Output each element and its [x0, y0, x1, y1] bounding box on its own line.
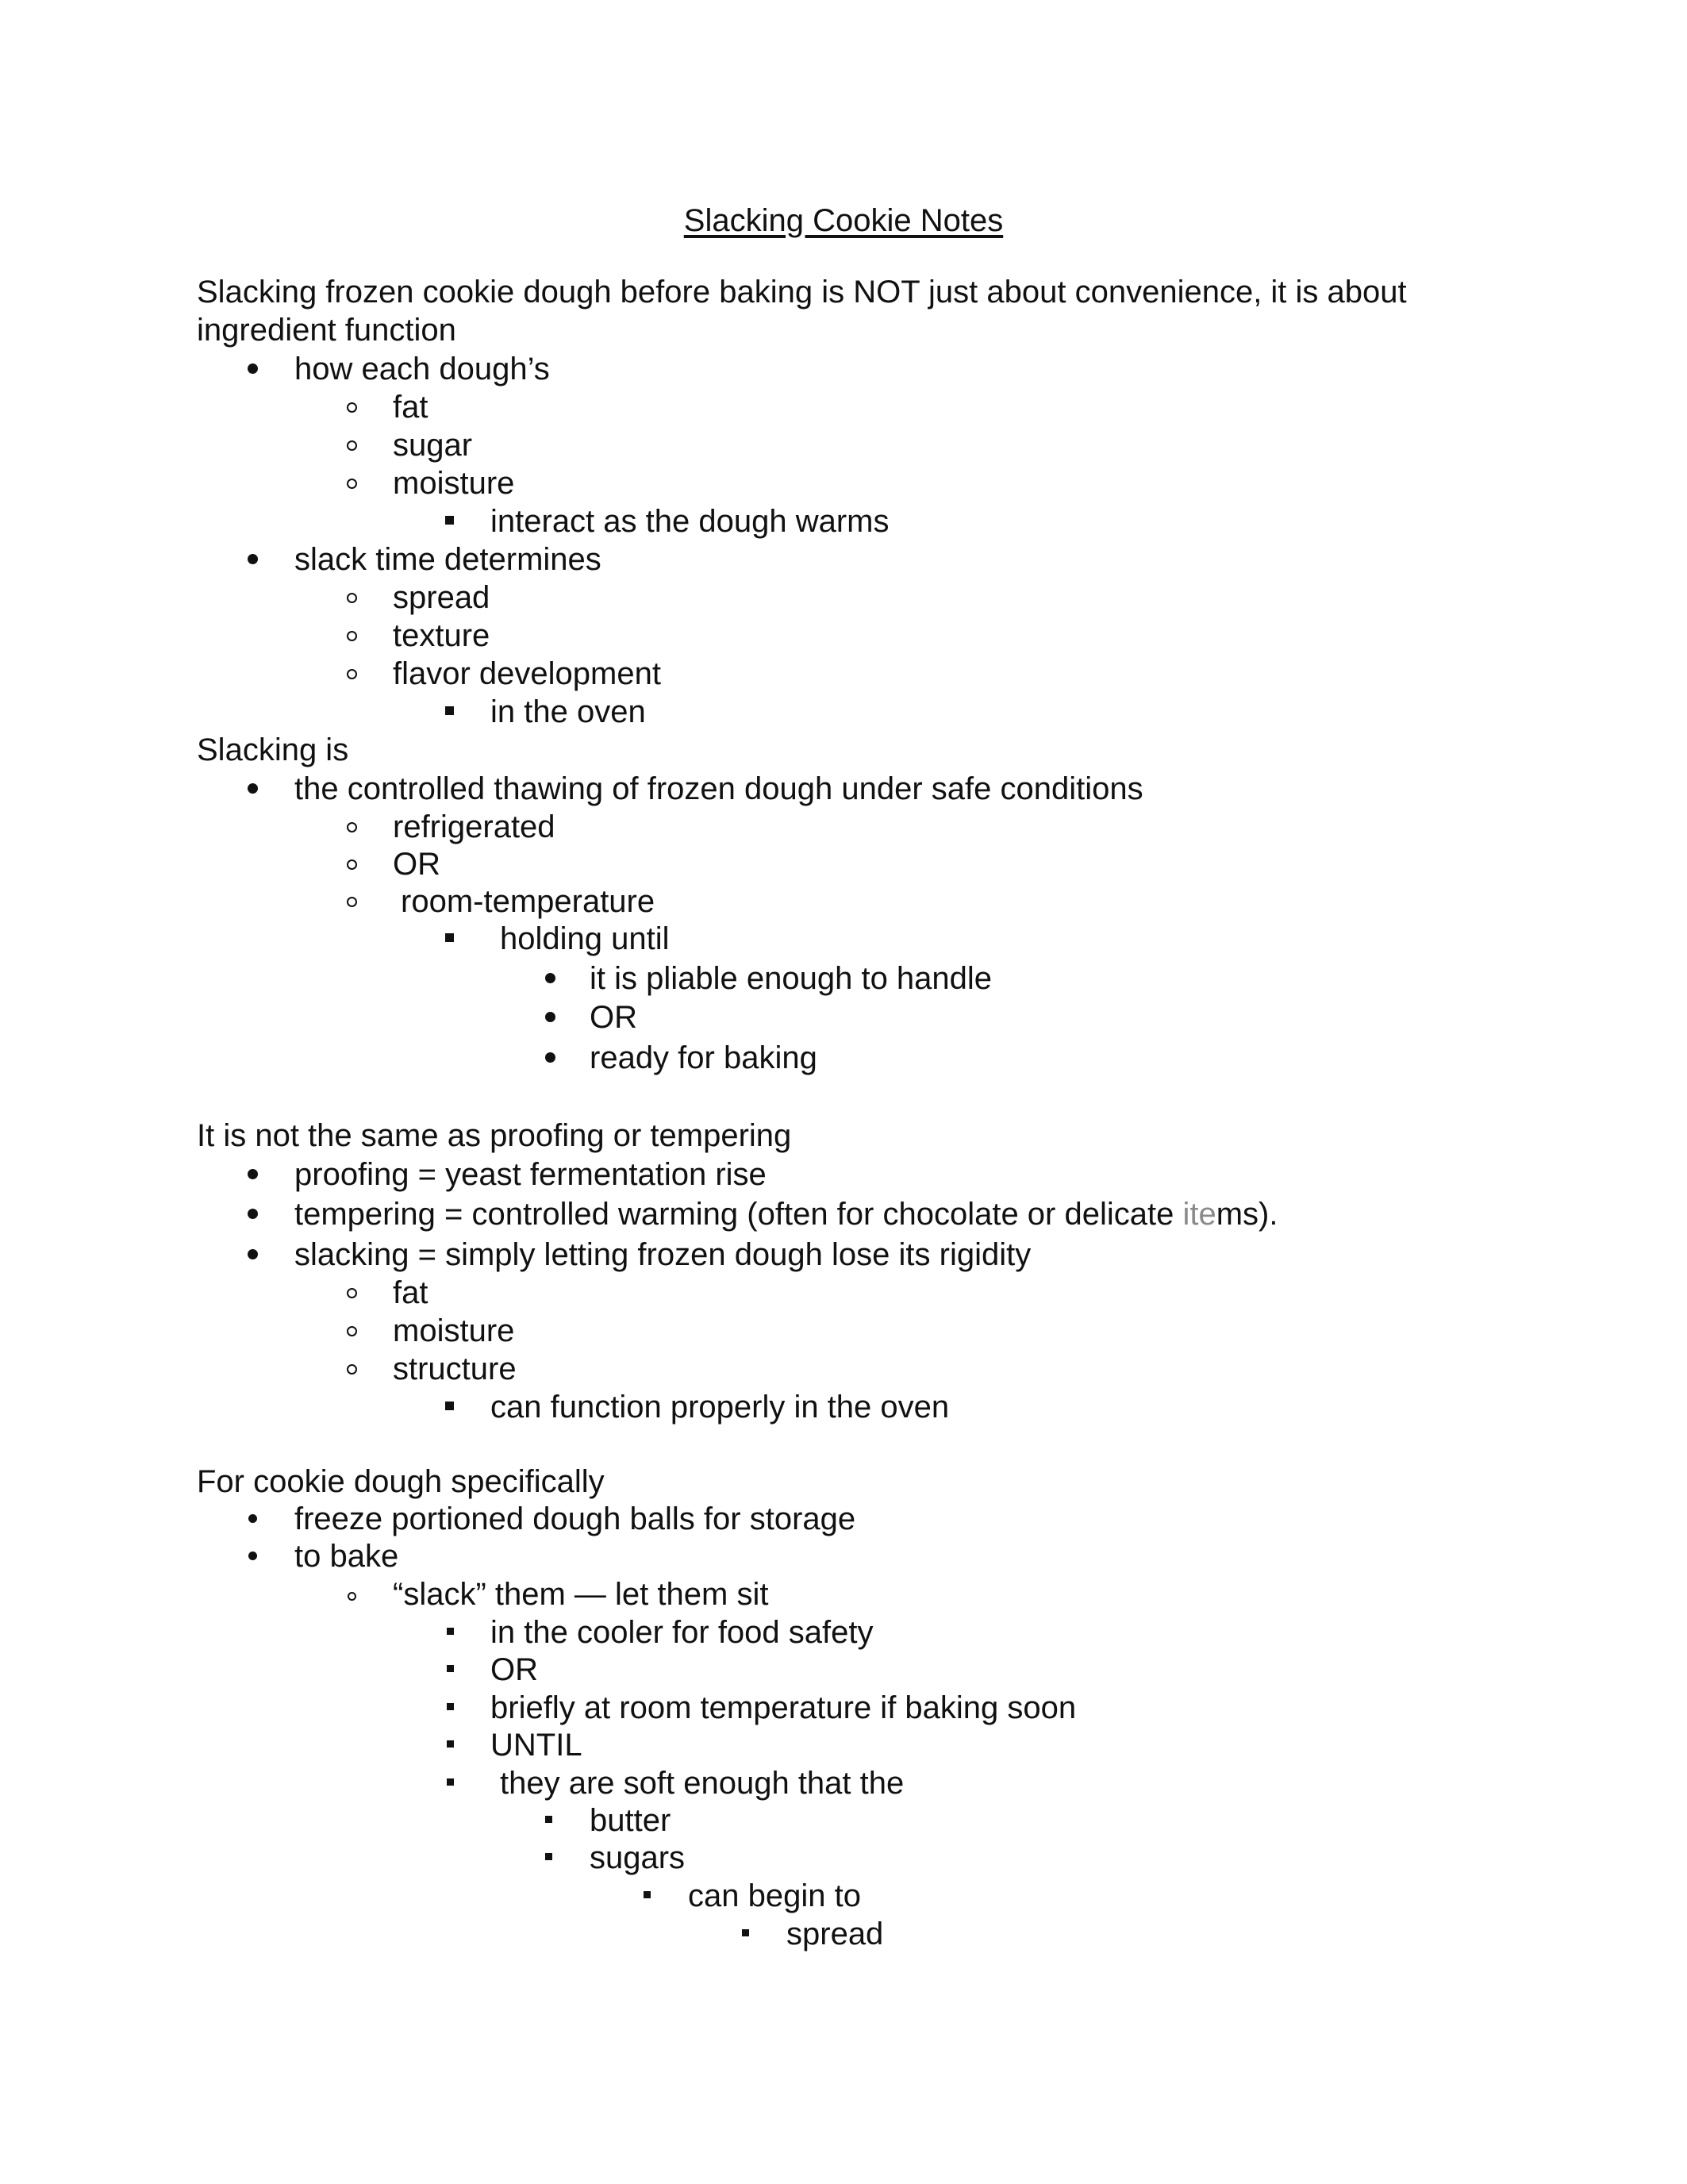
bullet-circle-icon — [347, 1326, 357, 1336]
intro-line: ingredient function — [197, 313, 456, 348]
list-item: to bake — [294, 1539, 399, 1574]
list-item: OR — [590, 1000, 637, 1035]
list-item: interact as the dough warms — [490, 504, 890, 539]
bullet-square-icon — [447, 1628, 454, 1635]
list-item: OR — [490, 1652, 538, 1687]
list-item: UNTIL — [490, 1728, 582, 1763]
list-item: “slack” them — let them sit — [393, 1577, 769, 1612]
bullet-square-icon — [445, 706, 454, 715]
list-item: OR — [393, 847, 440, 882]
list-item: spread — [393, 580, 490, 615]
faded-text-run: ite — [1182, 1197, 1216, 1232]
list-item: briefly at room temperature if baking soon — [490, 1690, 1077, 1725]
bullet-square-icon — [447, 1703, 454, 1710]
list-item: spread — [786, 1917, 884, 1951]
list-item: slack time determines — [294, 542, 601, 577]
list-item: fat — [393, 390, 428, 425]
list-item: in the cooler for food safety — [490, 1615, 874, 1650]
section-heading: It is not the same as proofing or tempering — [197, 1118, 792, 1153]
bullet-square-icon — [545, 1853, 552, 1860]
bullet-square-icon — [545, 1816, 552, 1823]
bullet-disc-icon — [545, 1012, 555, 1022]
list-item — [294, 1195, 1278, 1233]
bullet-square-icon — [447, 1665, 454, 1672]
section-heading: Slacking is — [197, 732, 349, 767]
text-run: tempering = controlled warming (often for chocolate or delicate — [294, 1197, 1183, 1232]
bullet-disc-icon — [545, 1052, 555, 1063]
list-item: fat — [393, 1275, 428, 1310]
bullet-circle-icon — [347, 440, 357, 451]
list-item: butter — [590, 1803, 671, 1838]
bullet-circle-icon — [347, 402, 357, 413]
bullet-disc-icon — [248, 1169, 258, 1179]
list-item: sugars — [590, 1840, 686, 1875]
bullet-square-icon — [445, 516, 454, 525]
bullet-square-icon — [445, 933, 454, 942]
list-item: can function properly in the oven — [490, 1390, 950, 1425]
intro-line: Slacking frozen cookie dough before baking is NOT just about convenience, it is about — [197, 275, 1407, 310]
list-item: texture — [393, 618, 490, 653]
list-item: slacking = simply letting frozen dough lose its rigidity — [294, 1237, 1032, 1272]
bullet-disc-icon — [248, 783, 258, 794]
bullet-circle-icon — [347, 479, 357, 489]
bullet-circle-icon — [347, 631, 357, 641]
document-title: Slacking Cookie Notes — [683, 203, 1004, 238]
bullet-circle-icon — [347, 669, 357, 679]
bullet-disc-icon — [248, 363, 258, 374]
bullet-circle-icon — [348, 1592, 356, 1601]
bullet-disc-icon — [545, 973, 555, 983]
list-item: flavor development — [393, 656, 661, 691]
bullet-square-icon — [742, 1929, 749, 1936]
bullet-disc-icon — [248, 1514, 257, 1523]
list-item: the controlled thawing of frozen dough under safe conditions — [294, 771, 1143, 806]
list-item: it is pliable enough to handle — [590, 961, 993, 996]
list-item: moisture — [393, 466, 515, 501]
list-item: can begin to — [688, 1878, 861, 1913]
list-item: they are soft enough that the — [500, 1766, 905, 1801]
bullet-circle-icon — [347, 1364, 357, 1375]
bullet-circle-icon — [347, 1288, 357, 1298]
bullet-circle-icon — [347, 822, 357, 832]
list-item: refrigerated — [393, 809, 555, 844]
bullet-square-icon — [447, 1778, 454, 1786]
bullet-disc-icon — [248, 1551, 257, 1560]
bullet-square-icon — [445, 1402, 454, 1410]
list-item: holding until — [500, 921, 670, 956]
bullet-square-icon — [447, 1740, 454, 1748]
bullet-disc-icon — [248, 1249, 258, 1259]
list-item: how each dough’s — [294, 352, 550, 386]
list-item: proofing = yeast fermentation rise — [294, 1157, 767, 1192]
list-item: moisture — [393, 1313, 515, 1348]
text-run: ms). — [1216, 1197, 1278, 1232]
bullet-disc-icon — [248, 1209, 258, 1219]
bullet-circle-icon — [347, 593, 357, 603]
bullet-circle-icon — [347, 897, 357, 907]
bullet-circle-icon — [347, 859, 357, 870]
bullet-disc-icon — [248, 554, 258, 564]
list-item: in the oven — [490, 694, 646, 729]
list-item: room-temperature — [401, 884, 655, 919]
list-item: structure — [393, 1352, 517, 1386]
section-heading: For cookie dough specifically — [197, 1464, 605, 1499]
bullet-square-icon — [644, 1891, 651, 1898]
list-item: ready for baking — [590, 1040, 817, 1075]
list-item: sugar — [393, 428, 473, 463]
list-item: freeze portioned dough balls for storage — [294, 1502, 856, 1536]
